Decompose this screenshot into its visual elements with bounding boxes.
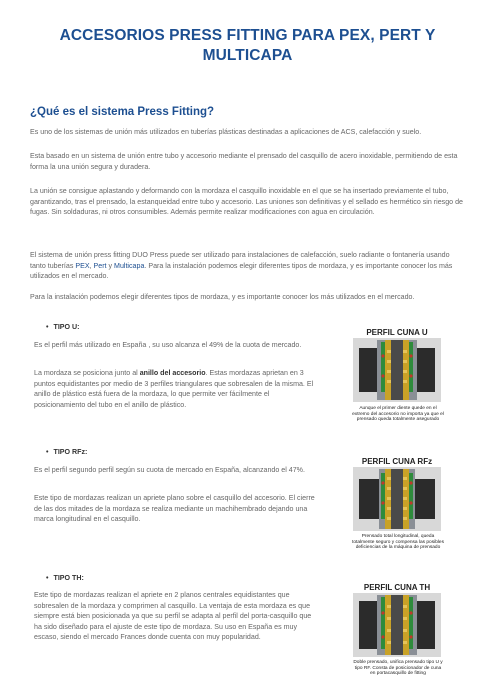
type-rfz-label: • TIPO RFz: [46,448,87,456]
section-heading: ¿Qué es el sistema Press Fitting? [30,106,215,118]
type-rfz-paragraph-2: Este tipo de mordazas realizan un apriete plano sobre el casquillo del accesorio. El cierre de las dos mitades de la mordaza se realiza mediante un machihembrado dejando una marca longitudinal en el casquillo. [34,494,315,524]
type-th-label: • TIPO TH: [46,574,84,582]
jaw-types-intro: Para la instalación podemos elegir diferentes tipos de mordaza, y es importante conocer los más utilizados en el mercado. [30,293,415,301]
type-u-paragraph-2: La mordaza se posiciona junto al anillo del accesorio. Estas mordazas aprietan en 3 puntos equidistantes por medio de 3 perfiles triangulares que sobresalen de la misma. El anillo de plástico está fuera de la mordaza, lo que permite ver fácilmente el posicionamiento del tubo en el anillo de plástico. [34,369,314,409]
perfil-cuna-u-figure [347,326,447,404]
multicapa-link[interactable]: Multicapa [114,261,145,270]
perfil-cuna-u-title: PERFIL CUNA U [366,328,428,337]
perfil-cuna-rfz-caption: Prensado total longitudinal, queda totalmente seguro y compensa las posibles deficiencias de la máquina de prensado [352,534,444,551]
intro-paragraph-2: Esta basado en un sistema de unión entre tubo y accesorio mediante el prensado del casquillo de acero inoxidable, permitiendo de esta forma la una unión segura y duradera. [30,152,458,171]
perfil-cuna-th-caption: Doble prensado, unifica prensado tipo U y tipo RF. Consta de posicionador de cuna en portacasquillo de fitting [353,660,443,677]
type-th-paragraph-1: Este tipo de mordazas realizan el apriete en 2 planos centrales equidistantes que sobresalen de la mordaza y comprimen al casquillo. La ventaja de esta mordaza es que siempre está bien posicionada ya que su perfil se adapta al perfil del porta-casquillo que ha sido diseñado para el ajuste de este tipo de mordaza. Su uso en España es muy escaso, siendo el mercado Frances donde cuenta con muy popularidad. [34,591,312,642]
duo-press-paragraph: El sistema de unión press fitting DUO Press puede ser utilizado para instalaciones de calefacción, suelo radiante o fontanería usando tanto tuberías PEX, Pert y Multicapa. Para la instalación podemos elegir diferentes tipos de mordaza, y es importante conocer los más utilizados en el mercado. [30,251,453,281]
pert-link[interactable]: Pert [93,261,107,270]
type-u-label: • TIPO U: [46,323,80,331]
perfil-cuna-th-figure [347,581,447,659]
intro-paragraph-3: La unión se consigue aplastando y deformando con la mordaza el casquillo inoxidable en el que se ha insertado previamente el tubo, garantizando, tras el prensado, la estanqueidad entre tubo y accesorio. Las uniones son definitivas y el sellado es hermético sin riesgo de fugas. Sin soldaduras, ni otros consumibles. Además permite realizar modificaciones con agua en circulación. [30,187,463,217]
perfil-cuna-rfz-figure [347,455,447,533]
perfil-cuna-rfz-title: PERFIL CUNA RFz [361,457,433,466]
type-u-paragraph-1: Es el perfil más utilizado en España , su uso alcanza el 49% de la cuota de mercado. [34,341,302,349]
type-rfz-paragraph-1: Es el perfil segundo perfil según su cuota de mercado en España, alcanzando el 47%. [34,466,305,474]
intro-paragraph-1: Es uno de los sistemas de unión más utilizados en tuberías plásticas destinadas a aplicaciones de ACS, calefacción y suelo. [30,128,422,136]
perfil-cuna-u-caption: Aunque el primer diente quede en el extremo del accesorio no importa ya que el prensado queda totalmente asegurado [352,406,444,423]
perfil-cuna-th-title: PERFIL CUNA TH [363,583,431,592]
pex-link[interactable]: PEX [75,261,90,270]
page-title: ACCESORIOS PRESS FITTING PARA PEX, PERT Y MULTICAPA [59,27,436,64]
